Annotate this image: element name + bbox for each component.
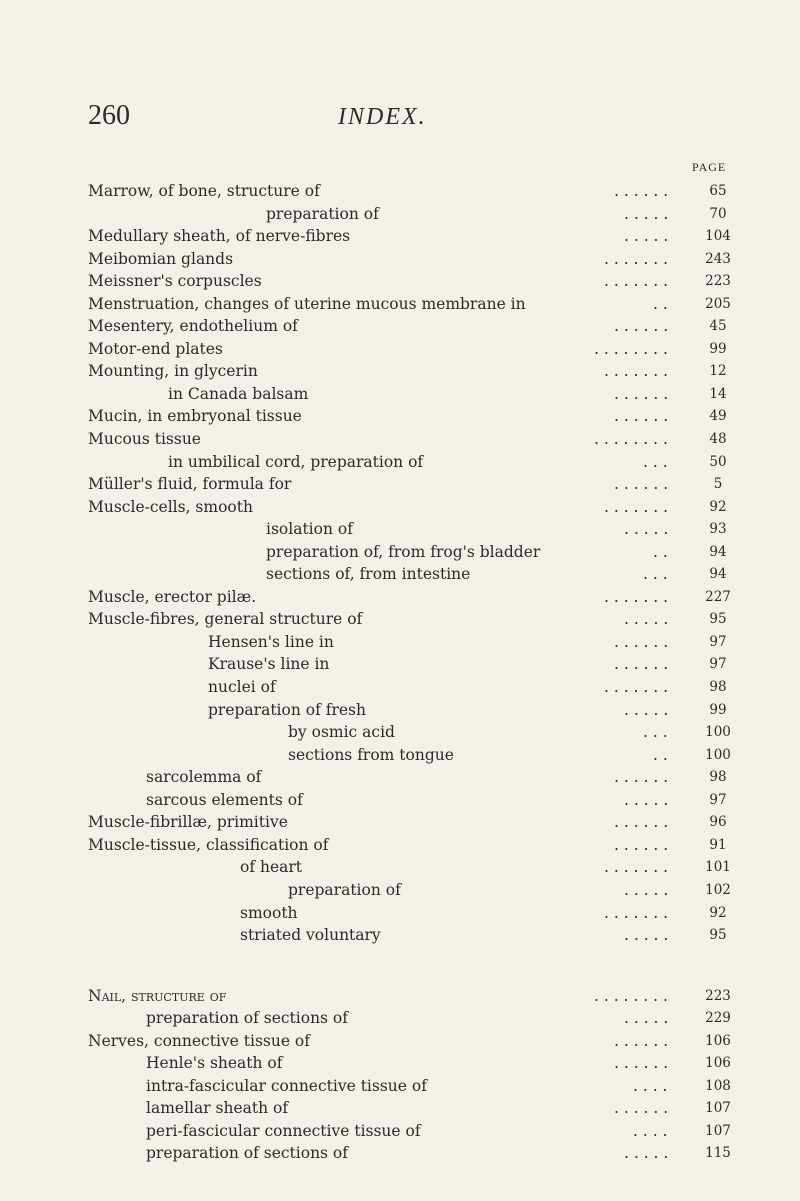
index-entry (88, 293, 748, 316)
entry-page: 104 (705, 228, 731, 245)
entry-term: Meissner's corpuscles (88, 272, 262, 291)
dot-leader: . . . . (633, 1121, 668, 1140)
entry-term: preparation of sections of (146, 1009, 348, 1028)
entry-page: 229 (705, 1010, 731, 1027)
dot-leader: . . . . . . . (604, 249, 669, 268)
entry-page: 14 (709, 385, 727, 402)
index-entry (88, 473, 748, 496)
entry-term: isolation of (266, 520, 353, 539)
index-entry (88, 1097, 748, 1120)
dot-leader: . . . . . . (614, 182, 669, 200)
dot-leader: . . . (643, 565, 668, 584)
section-gap (88, 947, 748, 985)
index-entry (88, 902, 748, 925)
dot-leader: . . . . . . (614, 835, 669, 854)
index-entry (88, 879, 748, 902)
entry-term: Marrow, of bone, structure of (88, 182, 320, 200)
entry-page: 95 (709, 927, 727, 944)
dot-leader: . . . . . (624, 227, 669, 246)
index-entry (88, 586, 748, 609)
dot-leader: . . . . . . (614, 1054, 669, 1073)
entry-term: Krause's line in (208, 655, 330, 674)
entry-term: sarcous elements of (146, 790, 303, 809)
entry-term: Muscle-fibrillæ, primitive (88, 813, 288, 832)
entry-page: 93 (709, 521, 727, 538)
entry-term: sections from tongue (288, 745, 454, 764)
entry-term: Motor-end plates (88, 339, 223, 358)
entry-term: Müller's fluid, formula for (88, 475, 292, 494)
entry-term: by osmic acid (288, 723, 395, 742)
entry-page: 12 (709, 363, 727, 380)
index-entry (88, 985, 748, 1008)
dot-leader: . . . . . . (614, 317, 669, 336)
entry-page: 100 (705, 746, 731, 763)
entry-term: Muscle-cells, smooth (88, 497, 253, 516)
dot-leader: . . . (643, 452, 668, 471)
dot-leader: . . . . . (624, 520, 669, 539)
dot-leader: . . . . . . . (604, 678, 669, 697)
index-entry (88, 811, 748, 834)
dot-leader: . . . . . . (614, 813, 669, 832)
index-entry (88, 856, 748, 879)
dot-leader: . . . . . (624, 204, 669, 223)
dot-leader: . . . . . . . (604, 858, 669, 877)
index-entry (88, 1007, 748, 1030)
entry-term: Menstruation, changes of uterine mucous membrane in (88, 294, 526, 313)
index-entry (88, 338, 748, 361)
entry-term: preparation of, from frog's bladder (266, 542, 541, 561)
page-column-label: PAGE (692, 160, 727, 174)
entry-page: 102 (705, 881, 731, 898)
dot-leader: . . . . . . . . (594, 986, 668, 1005)
index-entry (88, 541, 748, 564)
entry-page: 92 (709, 904, 727, 921)
entry-page: 243 (705, 250, 731, 267)
index-entry (88, 225, 748, 248)
entry-page: 227 (705, 588, 731, 605)
entry-term: lamellar sheath of (146, 1099, 289, 1118)
entry-term: preparation of sections of (146, 1144, 348, 1163)
entry-term: peri-fascicular connective tissue of (146, 1121, 421, 1140)
dot-leader: . . . . . (624, 790, 669, 809)
entry-page: 49 (709, 408, 727, 425)
index-entry (88, 1052, 748, 1075)
entry-page: 107 (705, 1122, 731, 1139)
entry-page: 108 (705, 1077, 731, 1094)
index-entry (88, 428, 748, 451)
dot-leader: . . (653, 745, 668, 764)
entry-term: striated voluntary (240, 926, 381, 945)
index-entry (88, 721, 748, 744)
index-entry (88, 180, 748, 203)
entry-page: 65 (709, 183, 727, 199)
dot-leader: . . . . . . (614, 407, 669, 426)
index-entry (88, 924, 748, 947)
entry-page: 95 (709, 611, 727, 628)
entry-page: 101 (705, 859, 731, 876)
dot-leader: . . . . . (624, 1009, 669, 1028)
index-entry (88, 676, 748, 699)
dot-leader: . . . . . . . (604, 497, 669, 516)
entry-page: 97 (709, 791, 727, 808)
dot-leader: . . . . . (624, 926, 669, 945)
index-entry (88, 270, 748, 293)
dot-leader: . . . . (633, 1076, 668, 1095)
entry-page: 96 (709, 814, 727, 831)
entry-term: in Canada balsam (168, 384, 309, 403)
dot-leader: . . . . . . (614, 768, 669, 787)
entry-page: 97 (709, 656, 727, 673)
entry-term: Hensen's line in (208, 632, 334, 651)
index-entry (88, 360, 748, 383)
index-entry (88, 608, 748, 631)
index-entry (88, 248, 748, 271)
entry-term: in umbilical cord, preparation of (168, 452, 424, 471)
entry-term: Nail, structure of (88, 986, 227, 1005)
entry-term: Muscle, erector pilæ. (88, 587, 257, 606)
dot-leader: . . . . . (624, 1144, 669, 1163)
entry-page: 100 (705, 724, 731, 741)
dot-leader: . . . . . . . . (594, 430, 668, 449)
dot-leader: . . . . . . (614, 1099, 669, 1118)
index-entry (88, 834, 748, 857)
entry-page: 98 (709, 679, 727, 696)
entry-term: preparation of (288, 880, 401, 899)
dot-leader: . . . . . . . . (594, 339, 668, 358)
entry-page: 107 (705, 1100, 731, 1117)
entry-page: 106 (705, 1032, 731, 1049)
dot-leader: . . (653, 542, 668, 561)
index-entry (88, 451, 748, 474)
index-entry (88, 766, 748, 789)
dot-leader: . . . . . . (614, 655, 669, 674)
index-entry (88, 631, 748, 654)
entry-term: sections of, from intestine (266, 565, 471, 584)
index-entry (88, 699, 748, 722)
entry-page: 223 (705, 273, 731, 290)
entry-term: Henle's sheath of (146, 1054, 283, 1073)
dot-leader: . . . . . . (614, 632, 669, 651)
entry-term: Mesentery, endothelium of (88, 317, 298, 336)
entry-term: Nerves, connective tissue of (88, 1031, 311, 1050)
entry-page: 70 (709, 205, 727, 222)
entry-term: Muscle-fibres, general structure of (88, 610, 363, 629)
index-entry (88, 1030, 748, 1053)
dot-leader: . . . . . . . (604, 362, 669, 381)
dot-leader: . . (653, 294, 668, 313)
index-entry (88, 789, 748, 812)
entry-term: nuclei of (208, 678, 276, 697)
index-entry (88, 496, 748, 519)
entry-term: Mucin, in embryonal tissue (88, 407, 302, 426)
dot-leader: . . . . . . (614, 384, 669, 403)
entry-page: 94 (709, 543, 727, 560)
page-header (88, 100, 748, 140)
index-entry (88, 653, 748, 676)
index-entry (88, 405, 748, 428)
entry-page: 223 (705, 987, 731, 1004)
entry-term: of heart (240, 858, 303, 877)
index-entry (88, 518, 748, 541)
entry-page: 91 (709, 836, 727, 853)
index-list (88, 180, 748, 1165)
entry-page: 98 (709, 769, 727, 786)
dot-leader: . . . . . (624, 610, 669, 629)
index-entry (88, 383, 748, 406)
page-number: 260 (88, 100, 130, 131)
dot-leader: . . . (643, 723, 668, 742)
index-entry (88, 203, 748, 226)
index-entry (88, 1075, 748, 1098)
entry-page: 106 (705, 1055, 731, 1072)
entry-page: 92 (709, 498, 727, 515)
entry-term: preparation of (266, 204, 379, 223)
entry-page: 99 (709, 340, 727, 357)
entry-page: 97 (709, 633, 727, 650)
dot-leader: . . . . . . . (604, 903, 669, 922)
entry-page: 94 (709, 566, 727, 583)
entry-page: 205 (705, 295, 731, 312)
entry-term: sarcolemma of (146, 768, 262, 787)
entry-term: Mounting, in glycerin (88, 362, 258, 381)
entry-term: smooth (240, 903, 298, 922)
entry-page: 45 (709, 318, 727, 335)
dot-leader: . . . . . . (614, 475, 669, 494)
index-entry (88, 315, 748, 338)
index-entry (88, 563, 748, 586)
entry-term: Meibomian glands (88, 249, 234, 268)
dot-leader: . . . . . (624, 700, 669, 719)
dot-leader: . . . . . . (614, 1031, 669, 1050)
entry-page: 99 (709, 701, 727, 718)
entry-page: 50 (709, 453, 727, 470)
entry-term: preparation of fresh (208, 700, 366, 719)
running-title: INDEX. (338, 104, 427, 130)
dot-leader: . . . . . . . (604, 587, 669, 606)
dot-leader: . . . . . . . (604, 272, 669, 291)
index-entry (88, 744, 748, 767)
entry-page: 5 (713, 476, 723, 493)
entry-term: intra-fascicular connective tissue of (146, 1076, 427, 1095)
index-entry (88, 1120, 748, 1143)
dot-leader: . . . . . (624, 880, 669, 899)
entry-page: 115 (705, 1145, 731, 1162)
entry-term: Medullary sheath, of nerve-fibres (88, 227, 351, 246)
entry-term: Mucous tissue (88, 430, 201, 449)
index-entry (88, 1142, 748, 1165)
entry-term: Muscle-tissue, classification of (88, 835, 329, 854)
entry-page: 48 (709, 431, 727, 448)
